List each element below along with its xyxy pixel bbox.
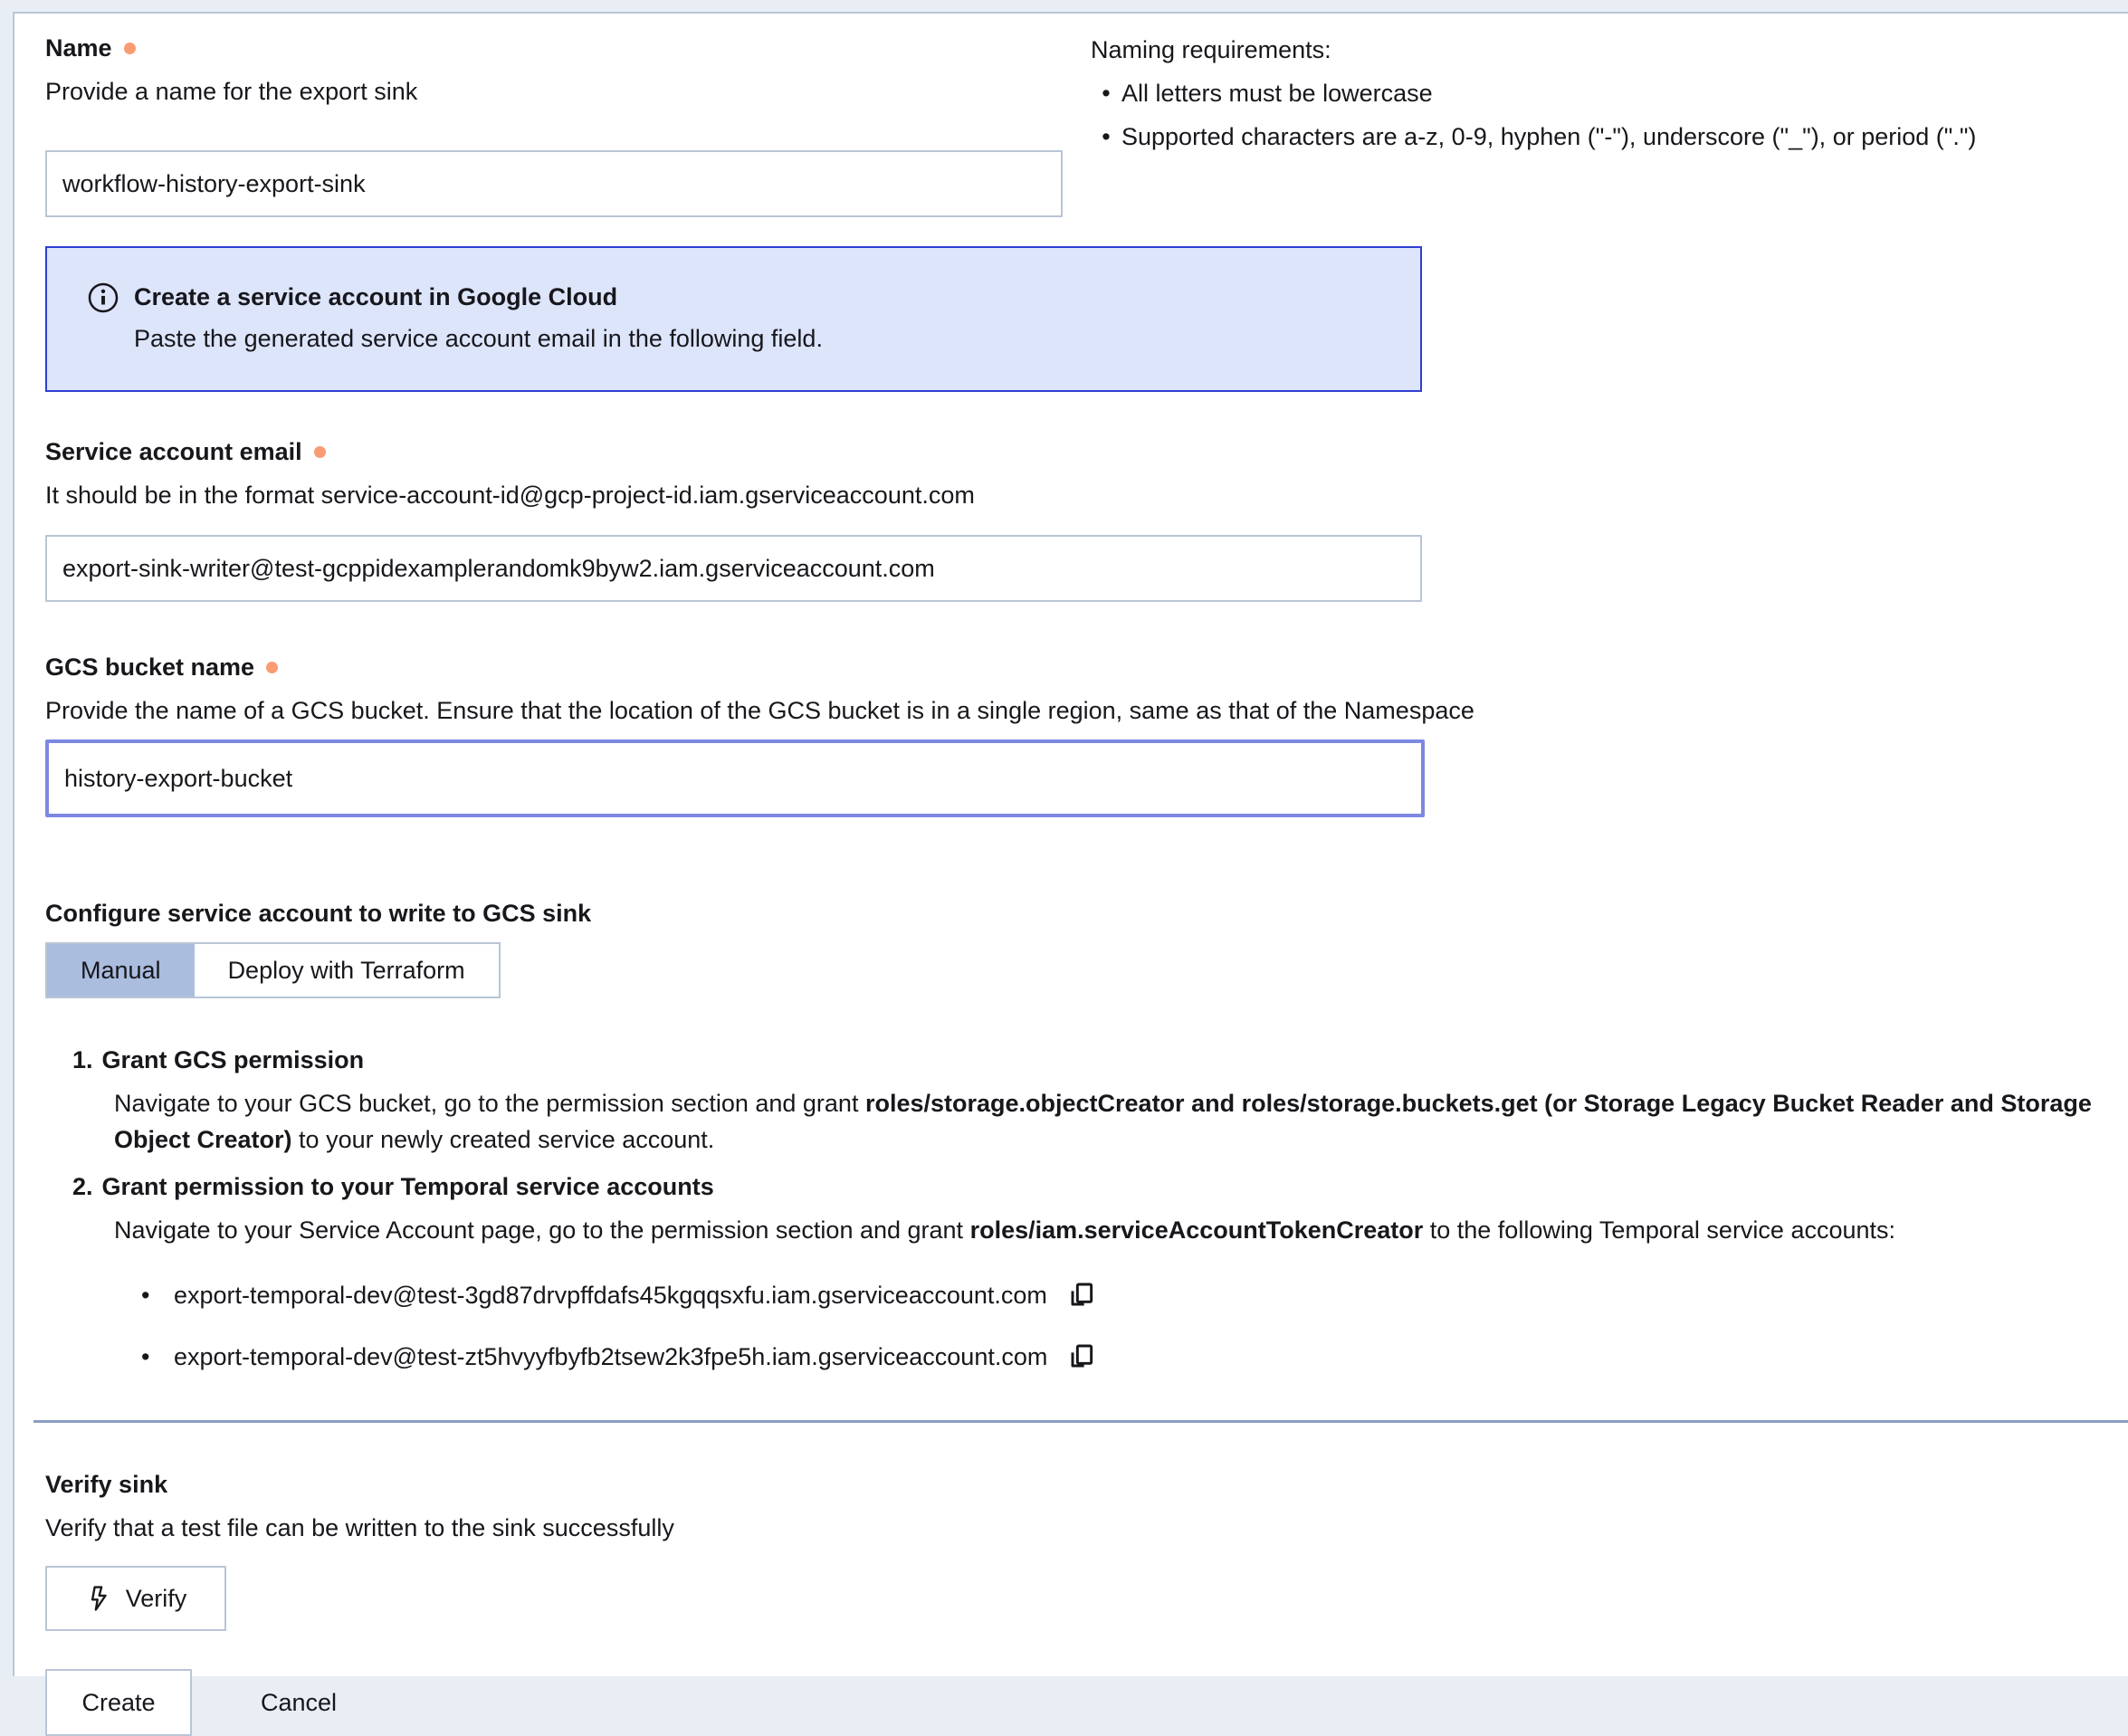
- step-title-row: [72, 1168, 2115, 1205]
- name-field-label-row: [45, 30, 1063, 66]
- step-title-row: [72, 1042, 2115, 1078]
- bullet-icon: •: [141, 1277, 174, 1313]
- verify-sink-description: Verify that a test file can be written to the sink successfully: [45, 1510, 2115, 1546]
- info-banner-title: Create a service account in Google Cloud: [134, 279, 823, 315]
- step-body: [114, 1085, 2115, 1158]
- name-and-requirements-row: [45, 30, 2115, 217]
- step-body-text: Navigate to your GCS bucket, go to the permission section and grant: [114, 1090, 865, 1117]
- bullet-icon: •: [1091, 119, 1121, 155]
- temporal-service-account-email: export-temporal-dev@test-3gd87drvpffdafs45kgqqsxfu.iam.gserviceaccount.com: [174, 1277, 1047, 1313]
- step-title: Grant permission to your Temporal service accounts: [102, 1168, 714, 1205]
- copy-button[interactable]: [1067, 1281, 1096, 1310]
- temporal-service-account-list: [141, 1277, 2115, 1375]
- list-item: [1091, 75, 2115, 111]
- naming-requirements-list: [1091, 75, 2115, 155]
- gcs-bucket-name-input[interactable]: [45, 739, 1425, 817]
- naming-requirement-text: Supported characters are a-z, 0-9, hyphen ("-"), underscore ("_"), or period ("."): [1121, 119, 1976, 155]
- bucket-label-row: [45, 649, 2115, 685]
- naming-requirements-title: Naming requirements:: [1091, 32, 2115, 68]
- info-icon: [87, 279, 119, 357]
- naming-requirements: [1063, 30, 2115, 217]
- verify-sink-title: Verify sink: [45, 1466, 2115, 1502]
- service-account-label: Service account email: [45, 434, 302, 470]
- info-banner-text: [134, 279, 823, 357]
- step-title: Grant GCS permission: [102, 1042, 365, 1078]
- service-account-label-row: [45, 434, 2115, 470]
- info-banner-body: Paste the generated service account email in the following field.: [134, 320, 823, 357]
- required-dot-icon: [314, 446, 326, 458]
- temporal-service-account-email: export-temporal-dev@test-zt5hvyyfbyfb2tsew2k3fpe5h.iam.gserviceaccount.com: [174, 1339, 1047, 1375]
- bullet-icon: •: [141, 1339, 174, 1375]
- verify-button[interactable]: [45, 1566, 226, 1631]
- naming-requirement-text: All letters must be lowercase: [1121, 75, 1433, 111]
- verify-button-label: Verify: [126, 1585, 187, 1613]
- step-grant-temporal-permission: [72, 1168, 2115, 1248]
- bucket-description: Provide the name of a GCS bucket. Ensure that the location of the GCS bucket is in a single region, same as that of the Namespace: [45, 692, 2115, 729]
- name-field-description: Provide a name for the export sink: [45, 73, 1063, 110]
- step-body-text: to your newly created service account.: [292, 1126, 715, 1153]
- export-sink-form-panel: [13, 12, 2128, 1676]
- list-item: [141, 1339, 2115, 1375]
- zap-icon: [85, 1585, 112, 1612]
- service-account-description: It should be in the format service-account-id@gcp-project-id.iam.gserviceaccount.com: [45, 477, 2115, 513]
- service-account-info-banner: [45, 246, 1422, 392]
- step-body: [114, 1212, 2115, 1248]
- list-item: [1091, 119, 2115, 155]
- step-body-text: Navigate to your Service Account page, go to the permission section and grant: [114, 1216, 970, 1244]
- copy-icon: [1067, 1342, 1096, 1371]
- name-field-group: [45, 30, 1063, 217]
- cancel-button[interactable]: Cancel: [252, 1669, 346, 1736]
- bucket-label: GCS bucket name: [45, 649, 254, 685]
- name-input[interactable]: [45, 150, 1063, 217]
- configure-section-title: Configure service account to write to GCS sink: [45, 895, 2115, 931]
- step-number: 1.: [72, 1042, 93, 1078]
- bullet-icon: •: [1091, 75, 1121, 111]
- configure-tab-group: [45, 942, 501, 998]
- required-dot-icon: [266, 662, 278, 673]
- step-body-bold: roles/storage.objectCreator and roles/storage.buckets.get (or Storage Legacy Bucket Reader and Storage Object Creator): [114, 1090, 2092, 1153]
- manual-steps: [45, 1042, 2115, 1375]
- step-grant-gcs-permission: [72, 1042, 2115, 1158]
- copy-button[interactable]: [1067, 1342, 1096, 1371]
- copy-icon: [1067, 1281, 1096, 1310]
- step-number: 2.: [72, 1168, 93, 1205]
- create-button[interactable]: Create: [45, 1669, 192, 1736]
- step-body-bold: roles/iam.serviceAccountTokenCreator: [970, 1216, 1424, 1244]
- required-dot-icon: [124, 43, 136, 54]
- form-actions: [45, 1669, 2115, 1736]
- list-item: [141, 1277, 2115, 1313]
- service-account-email-input[interactable]: [45, 535, 1422, 602]
- section-divider: [33, 1420, 2128, 1423]
- tab-manual[interactable]: Manual: [47, 944, 195, 997]
- name-field-label: Name: [45, 30, 112, 66]
- tab-deploy-with-terraform[interactable]: Deploy with Terraform: [195, 944, 499, 997]
- step-body-text: to the following Temporal service accounts:: [1423, 1216, 1895, 1244]
